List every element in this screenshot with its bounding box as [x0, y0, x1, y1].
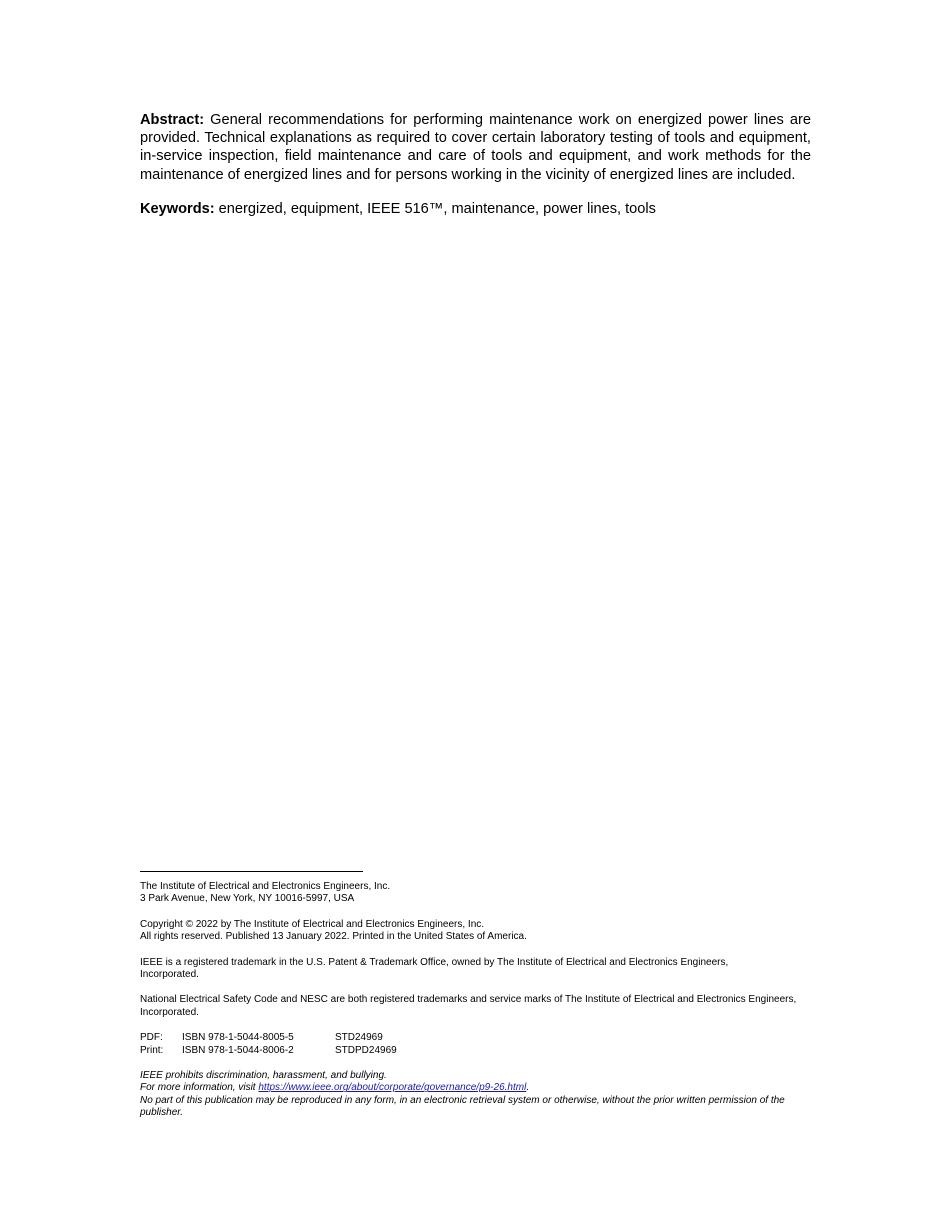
trademark-ieee-text: IEEE is a registered trademark in the U.S. Patent & Trademark Office, owned by The Institute of Electrical and Electronics Engineers, Incorporated.: [140, 956, 729, 981]
isbn-format: PDF:: [140, 1032, 163, 1044]
trademark-nesc-block: [140, 994, 811, 1019]
trademark-nesc-text: National Electrical Safety Code and NESC are both registered trademarks and service marks of The Institute of Electrical and Electronics Engineers, Incorporated.: [140, 994, 797, 1018]
isbn-number: ISBN 978-1-5044-8005-5: [182, 1032, 294, 1044]
isbn-row-print: [140, 1045, 811, 1057]
isbn-format: Print:: [140, 1044, 164, 1056]
keywords-label: Keywords:: [140, 200, 215, 217]
keywords-text: energized, equipment, IEEE 516™, maintenance, power lines, tools: [214, 200, 656, 217]
more-info-suffix: .: [526, 1082, 530, 1094]
isbn-block: [140, 1032, 811, 1057]
publication-footer: [140, 871, 811, 1133]
more-info-prefix: For more information, visit: [140, 1082, 259, 1094]
isbn-number: ISBN 978-1-5044-8006-2: [182, 1044, 294, 1056]
copyright-line: Copyright © 2022 by The Institute of Electrical and Electronics Engineers, Inc.: [140, 918, 485, 930]
abstract-text: General recommendations for performing maintenance work on energized power lines are provided. Technical explanations as required to cover certain laboratory testing of tools and equipment, in-service inspection, field maintenance and care of tools and equipment, and work methods for the maintenance of energized lines and for persons working in the vicinity of energized lines are included.: [140, 112, 811, 183]
discrimination-notice: IEEE prohibits discrimination, harassment, and bullying.: [140, 1070, 387, 1082]
publisher-block: [140, 881, 811, 906]
publisher-name: The Institute of Electrical and Electronics Engineers, Inc.: [140, 881, 391, 892]
keywords-paragraph: [140, 200, 811, 218]
more-info-line: [140, 1082, 811, 1094]
isbn-row-pdf: [140, 1032, 811, 1044]
footnote-divider: [140, 871, 363, 872]
abstract-paragraph: [140, 111, 811, 184]
reproduction-notice: No part of this publication may be reproduced in any form, in an electronic retrieval system or otherwise, without the prior written permission of the publisher.: [140, 1094, 785, 1119]
abstract-label: Abstract:: [140, 112, 205, 128]
publisher-address: 3 Park Avenue, New York, NY 10016-5997, USA: [140, 893, 355, 905]
governance-link[interactable]: https://www.ieee.org/about/corporate/governance/p9-26.html: [258, 1082, 527, 1094]
trademark-ieee-block: [140, 957, 811, 982]
isbn-code: STD24969: [335, 1032, 383, 1044]
rights-line: All rights reserved. Published 13 January 2022. Printed in the United States of America.: [140, 931, 527, 943]
isbn-code: STDPD24969: [335, 1044, 397, 1056]
notice-block: [140, 1070, 811, 1120]
front-matter: [140, 111, 811, 218]
copyright-block: [140, 919, 811, 944]
